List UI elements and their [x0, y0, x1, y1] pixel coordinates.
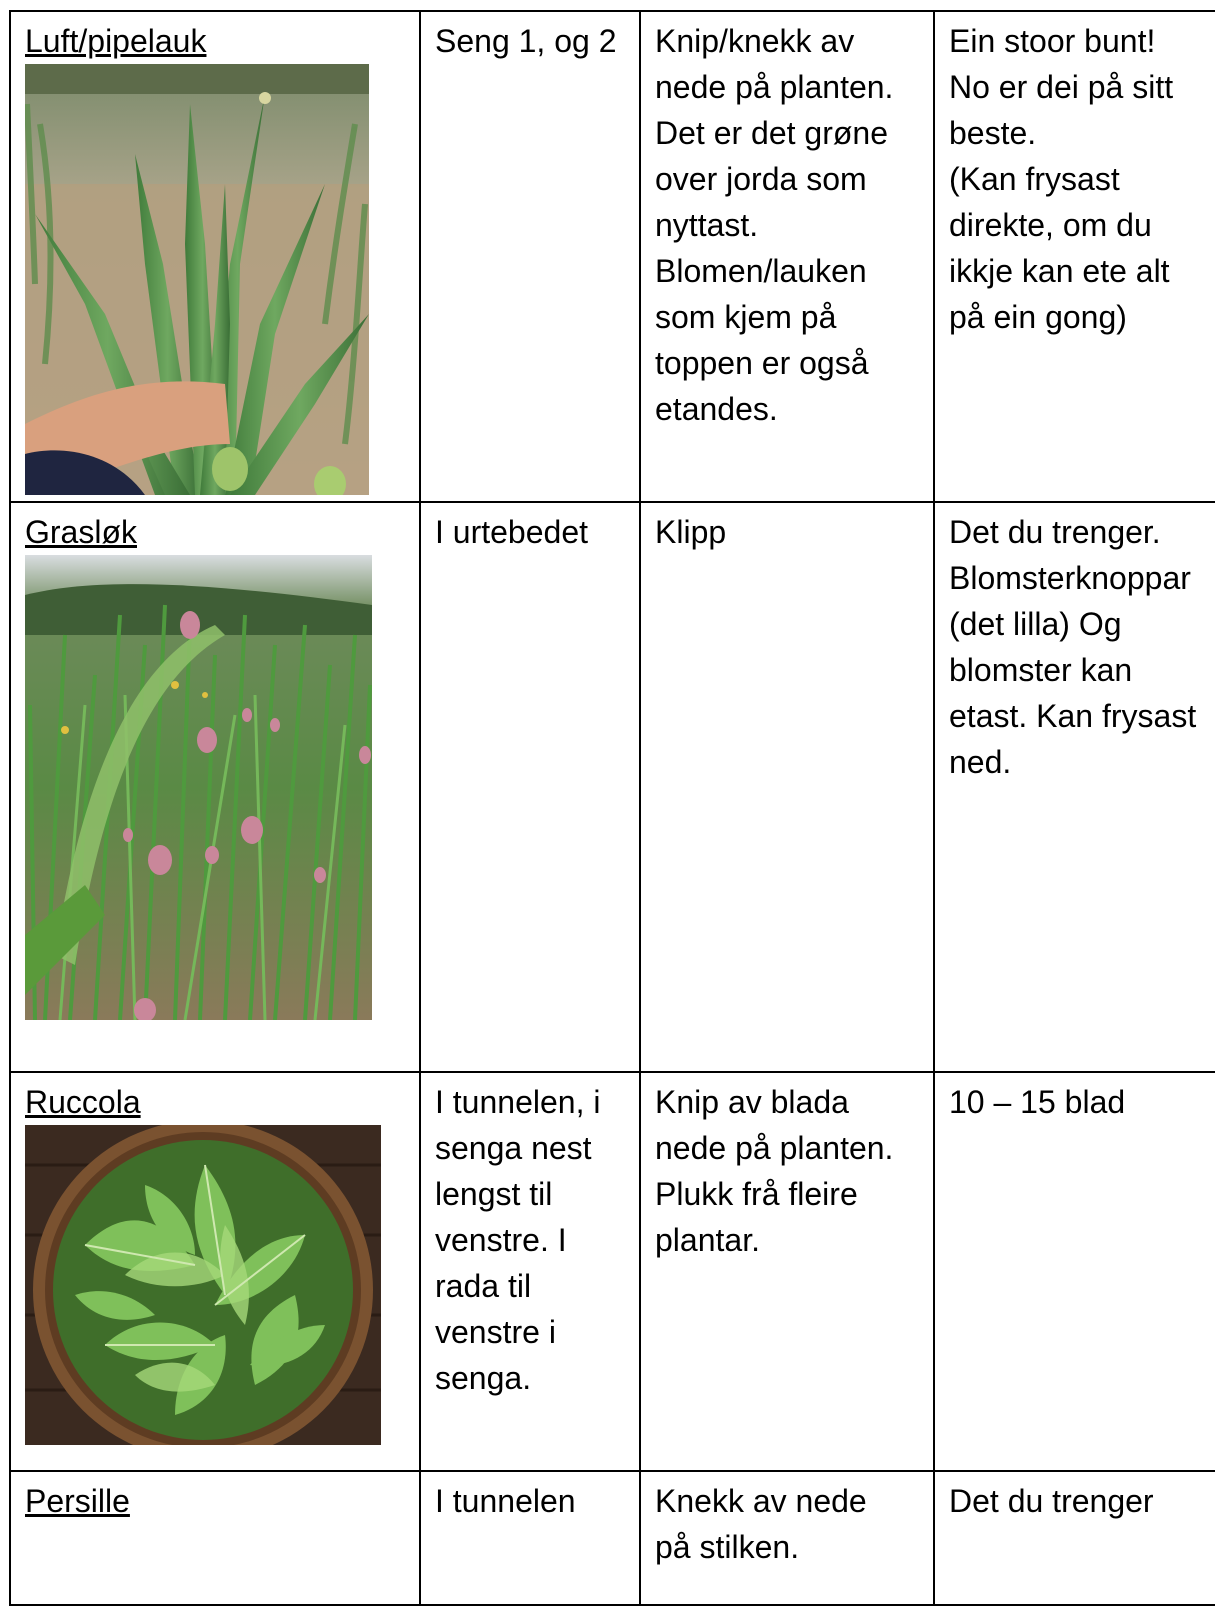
plant-cell	[10, 1072, 420, 1471]
location-cell: I tunnelen	[420, 1471, 640, 1605]
harvest-table	[9, 10, 1215, 1606]
method-cell: Knekk av nede på stilken.	[640, 1471, 934, 1605]
method-cell: Knip/knekk av nede på planten. Det er det grøne over jorda som nyttast. Blomen/lauken som kjem på toppen er også etandes.	[640, 11, 934, 502]
table-row	[10, 1471, 1215, 1605]
location-cell: I urtebedet	[420, 502, 640, 1072]
amount-cell: Det du trenger	[934, 1471, 1215, 1605]
method-cell: Knip av blada nede på planten. Plukk frå fleire plantar.	[640, 1072, 934, 1471]
amount-cell: Det du trenger. Blomsterknoppar (det lilla) Og blomster kan etast. Kan frysast ned.	[934, 502, 1215, 1072]
table-row	[10, 1072, 1215, 1471]
arugula-bowl-photo	[25, 1125, 381, 1445]
amount-cell: Ein stoor bunt! No er dei på sitt beste. (Kan frysast direkte, om du ikkje kan ete alt på ein gong)	[934, 11, 1215, 502]
spring-onion-photo	[25, 64, 369, 495]
plant-cell	[10, 1471, 420, 1605]
plant-name-link[interactable]: Luft/pipelauk	[25, 23, 207, 59]
plant-name-link[interactable]: Persille	[25, 1483, 130, 1519]
table-row	[10, 502, 1215, 1072]
chives-photo	[25, 555, 372, 1020]
table-row	[10, 11, 1215, 502]
plant-cell	[10, 11, 420, 502]
amount-cell: 10 – 15 blad	[934, 1072, 1215, 1471]
method-cell: Klipp	[640, 502, 934, 1072]
plant-cell	[10, 502, 420, 1072]
location-cell: I tunnelen, i senga nest lengst til venstre. I rada til venstre i senga.	[420, 1072, 640, 1471]
plant-name-link[interactable]: Ruccola	[25, 1084, 141, 1120]
location-cell: Seng 1, og 2	[420, 11, 640, 502]
plant-name-link[interactable]: Grasløk	[25, 514, 137, 550]
